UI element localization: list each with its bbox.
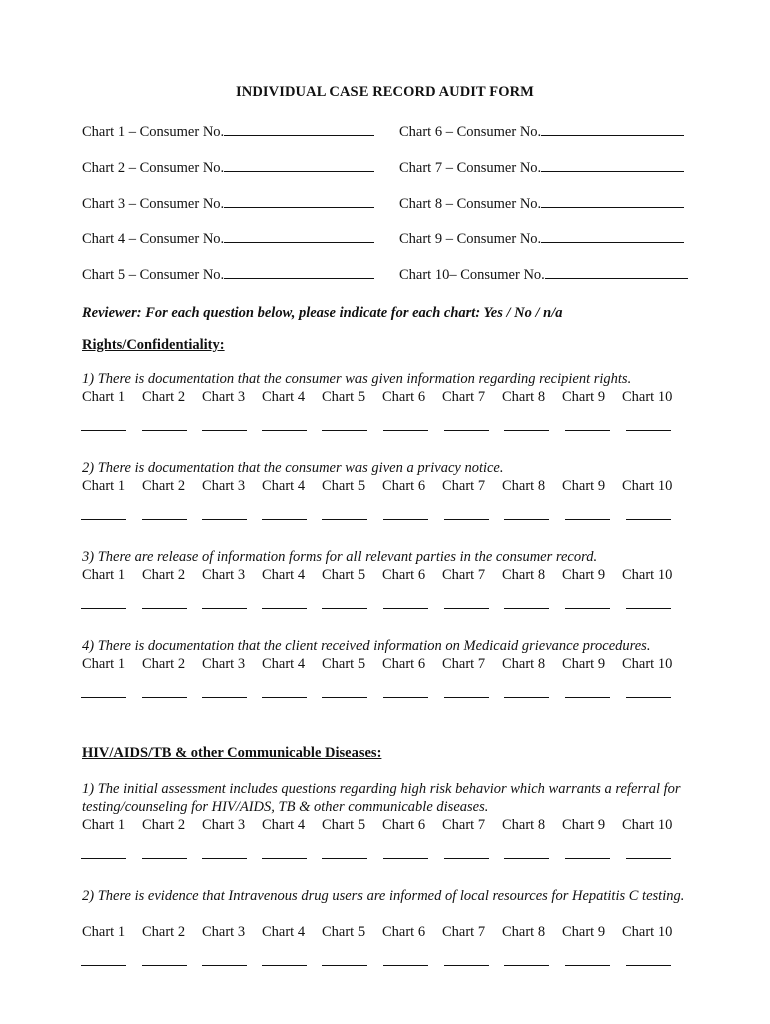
chart-label-2: Chart 2 xyxy=(142,924,186,940)
chart-label-8: Chart 8 xyxy=(502,567,546,583)
consumer-line-chart-2 xyxy=(82,157,374,177)
answer-blank-chart-8[interactable] xyxy=(504,858,549,859)
chart-label-4: Chart 4 xyxy=(262,817,306,833)
question-rights-1: 1) There is documentation that the consumer was given information regarding recipient rights. xyxy=(82,371,632,387)
chart-label-7: Chart 7 xyxy=(442,817,486,833)
answer-blank-chart-8[interactable] xyxy=(504,965,549,966)
chart-label-7: Chart 7 xyxy=(442,389,486,405)
answer-blank-chart-7[interactable] xyxy=(444,519,489,520)
question-rights-4: 4) There is documentation that the client received information on Medicaid grievance procedures. xyxy=(82,638,651,654)
answer-blank-row xyxy=(0,430,770,432)
consumer-number-blank[interactable] xyxy=(541,121,684,136)
answer-blank-chart-1[interactable] xyxy=(81,608,126,609)
consumer-number-blank[interactable] xyxy=(545,264,688,279)
answer-blank-chart-5[interactable] xyxy=(322,858,367,859)
chart-label-3: Chart 3 xyxy=(202,924,246,940)
answer-blank-chart-3[interactable] xyxy=(202,519,247,520)
chart-label-5: Chart 5 xyxy=(322,656,366,672)
consumer-number-blank[interactable] xyxy=(541,193,684,208)
consumer-number-blank[interactable] xyxy=(541,228,684,243)
chart-label-8: Chart 8 xyxy=(502,924,546,940)
chart-label-10: Chart 10 xyxy=(622,478,673,494)
answer-blank-chart-8[interactable] xyxy=(504,697,549,698)
consumer-line-chart-4 xyxy=(82,228,374,248)
answer-blank-chart-7[interactable] xyxy=(444,608,489,609)
chart-label-9: Chart 9 xyxy=(562,817,606,833)
answer-blank-chart-3[interactable] xyxy=(202,697,247,698)
chart-label-6: Chart 6 xyxy=(382,389,426,405)
consumer-number-blank[interactable] xyxy=(224,121,374,136)
chart-label-1: Chart 1 xyxy=(82,567,126,583)
chart-label-7: Chart 7 xyxy=(442,656,486,672)
chart-label-5: Chart 5 xyxy=(322,817,366,833)
consumer-line-chart-6 xyxy=(399,121,684,141)
answer-blank-chart-9[interactable] xyxy=(565,697,610,698)
answer-blank-chart-10[interactable] xyxy=(626,430,671,431)
consumer-line-chart-10 xyxy=(399,264,688,284)
answer-blank-chart-10[interactable] xyxy=(626,519,671,520)
chart-label-1: Chart 1 xyxy=(82,478,126,494)
answer-blank-chart-2[interactable] xyxy=(142,519,187,520)
chart-label-10: Chart 10 xyxy=(622,817,673,833)
answer-blank-chart-2[interactable] xyxy=(142,430,187,431)
chart-label-2: Chart 2 xyxy=(142,656,186,672)
answer-blank-chart-9[interactable] xyxy=(565,858,610,859)
chart-label-10: Chart 10 xyxy=(622,924,673,940)
chart-label-10: Chart 10 xyxy=(622,567,673,583)
answer-blank-chart-2[interactable] xyxy=(142,697,187,698)
answer-blank-chart-5[interactable] xyxy=(322,519,367,520)
chart-label-9: Chart 9 xyxy=(562,389,606,405)
chart-label-row xyxy=(0,567,770,585)
answer-blank-row xyxy=(0,965,770,967)
answer-blank-chart-5[interactable] xyxy=(322,697,367,698)
consumer-label: Chart 1 – Consumer No. xyxy=(82,124,225,140)
answer-blank-chart-3[interactable] xyxy=(202,430,247,431)
answer-blank-chart-4[interactable] xyxy=(262,430,307,431)
answer-blank-chart-9[interactable] xyxy=(565,430,610,431)
answer-blank-chart-5[interactable] xyxy=(322,965,367,966)
chart-label-4: Chart 4 xyxy=(262,656,306,672)
answer-blank-chart-2[interactable] xyxy=(142,858,187,859)
chart-label-5: Chart 5 xyxy=(322,567,366,583)
consumer-number-blank[interactable] xyxy=(224,193,374,208)
answer-blank-chart-1[interactable] xyxy=(81,430,126,431)
chart-label-4: Chart 4 xyxy=(262,924,306,940)
consumer-number-blank[interactable] xyxy=(224,264,374,279)
answer-blank-chart-6[interactable] xyxy=(383,608,428,609)
answer-blank-chart-5[interactable] xyxy=(322,608,367,609)
chart-label-8: Chart 8 xyxy=(502,389,546,405)
answer-blank-chart-2[interactable] xyxy=(142,608,187,609)
answer-blank-chart-4[interactable] xyxy=(262,608,307,609)
answer-blank-chart-6[interactable] xyxy=(383,519,428,520)
consumer-label: Chart 8 – Consumer No. xyxy=(399,196,542,212)
answer-blank-row xyxy=(0,858,770,860)
section-heading-rights: Rights/Confidentiality: xyxy=(82,337,225,353)
consumer-label: Chart 2 – Consumer No. xyxy=(82,160,225,176)
answer-blank-chart-1[interactable] xyxy=(81,858,126,859)
chart-label-10: Chart 10 xyxy=(622,389,673,405)
chart-label-2: Chart 2 xyxy=(142,817,186,833)
chart-label-9: Chart 9 xyxy=(562,924,606,940)
chart-label-6: Chart 6 xyxy=(382,478,426,494)
chart-label-7: Chart 7 xyxy=(442,478,486,494)
consumer-line-chart-9 xyxy=(399,228,684,248)
consumer-label: Chart 6 – Consumer No. xyxy=(399,124,542,140)
chart-label-5: Chart 5 xyxy=(322,389,366,405)
consumer-label: Chart 10– Consumer No. xyxy=(399,267,545,283)
chart-label-2: Chart 2 xyxy=(142,567,186,583)
chart-label-row xyxy=(0,478,770,496)
answer-blank-row xyxy=(0,608,770,610)
chart-label-7: Chart 7 xyxy=(442,924,486,940)
chart-label-6: Chart 6 xyxy=(382,924,426,940)
answer-blank-chart-4[interactable] xyxy=(262,858,307,859)
answer-blank-chart-8[interactable] xyxy=(504,608,549,609)
answer-blank-chart-6[interactable] xyxy=(383,965,428,966)
chart-label-1: Chart 1 xyxy=(82,389,126,405)
chart-label-4: Chart 4 xyxy=(262,389,306,405)
chart-label-6: Chart 6 xyxy=(382,817,426,833)
answer-blank-chart-4[interactable] xyxy=(262,697,307,698)
consumer-line-chart-7 xyxy=(399,157,684,177)
consumer-line-chart-8 xyxy=(399,193,684,213)
answer-blank-chart-9[interactable] xyxy=(565,965,610,966)
answer-blank-chart-10[interactable] xyxy=(626,608,671,609)
consumer-label: Chart 7 – Consumer No. xyxy=(399,160,542,176)
section-heading-hiv: HIV/AIDS/TB & other Communicable Diseases: xyxy=(82,745,382,761)
chart-label-6: Chart 6 xyxy=(382,656,426,672)
reviewer-instruction: Reviewer: For each question below, please indicate for each chart: Yes / No / n/a xyxy=(82,305,563,321)
answer-blank-chart-7[interactable] xyxy=(444,858,489,859)
chart-label-2: Chart 2 xyxy=(142,478,186,494)
chart-label-1: Chart 1 xyxy=(82,924,126,940)
consumer-number-blank[interactable] xyxy=(224,157,374,172)
answer-blank-chart-10[interactable] xyxy=(626,697,671,698)
chart-label-3: Chart 3 xyxy=(202,567,246,583)
answer-blank-chart-10[interactable] xyxy=(626,858,671,859)
answer-blank-chart-1[interactable] xyxy=(81,697,126,698)
chart-label-8: Chart 8 xyxy=(502,478,546,494)
chart-label-1: Chart 1 xyxy=(82,656,126,672)
consumer-number-blank[interactable] xyxy=(224,228,374,243)
chart-label-row xyxy=(0,924,770,942)
chart-label-10: Chart 10 xyxy=(622,656,673,672)
chart-label-3: Chart 3 xyxy=(202,817,246,833)
answer-blank-chart-6[interactable] xyxy=(383,697,428,698)
chart-label-9: Chart 9 xyxy=(562,567,606,583)
chart-label-3: Chart 3 xyxy=(202,656,246,672)
chart-label-9: Chart 9 xyxy=(562,478,606,494)
consumer-line-chart-1 xyxy=(82,121,374,141)
question-rights-3: 3) There are release of information forms for all relevant parties in the consumer record. xyxy=(82,549,598,565)
chart-label-5: Chart 5 xyxy=(322,924,366,940)
answer-blank-chart-4[interactable] xyxy=(262,965,307,966)
chart-label-row xyxy=(0,389,770,407)
chart-label-row xyxy=(0,817,770,835)
question-rights-2: 2) There is documentation that the consumer was given a privacy notice. xyxy=(82,460,504,476)
question-hiv-2: 2) There is evidence that Intravenous drug users are informed of local resources for Hepatitis C testing. xyxy=(82,888,685,904)
answer-blank-chart-5[interactable] xyxy=(322,430,367,431)
chart-label-4: Chart 4 xyxy=(262,567,306,583)
answer-blank-chart-7[interactable] xyxy=(444,697,489,698)
answer-blank-chart-6[interactable] xyxy=(383,430,428,431)
chart-label-8: Chart 8 xyxy=(502,817,546,833)
consumer-label: Chart 4 – Consumer No. xyxy=(82,231,225,247)
chart-label-row xyxy=(0,656,770,674)
chart-label-5: Chart 5 xyxy=(322,478,366,494)
answer-blank-chart-9[interactable] xyxy=(565,519,610,520)
chart-label-3: Chart 3 xyxy=(202,478,246,494)
chart-label-7: Chart 7 xyxy=(442,567,486,583)
consumer-line-chart-5 xyxy=(82,264,374,284)
answer-blank-chart-4[interactable] xyxy=(262,519,307,520)
chart-label-1: Chart 1 xyxy=(82,817,126,833)
chart-label-6: Chart 6 xyxy=(382,567,426,583)
consumer-label: Chart 5 – Consumer No. xyxy=(82,267,225,283)
answer-blank-chart-2[interactable] xyxy=(142,965,187,966)
answer-blank-chart-8[interactable] xyxy=(504,430,549,431)
answer-blank-chart-3[interactable] xyxy=(202,965,247,966)
question-hiv-1: 1) The initial assessment includes questions regarding high risk behavior which warrants a referral for testing/counseling for HIV/AIDS, TB & other communicable diseases. xyxy=(82,781,681,815)
answer-blank-chart-10[interactable] xyxy=(626,965,671,966)
answer-blank-chart-9[interactable] xyxy=(565,608,610,609)
consumer-label: Chart 9 – Consumer No. xyxy=(399,231,542,247)
consumer-line-chart-3 xyxy=(82,193,374,213)
answer-blank-chart-1[interactable] xyxy=(81,519,126,520)
chart-label-8: Chart 8 xyxy=(502,656,546,672)
answer-blank-chart-3[interactable] xyxy=(202,858,247,859)
answer-blank-chart-1[interactable] xyxy=(81,965,126,966)
answer-blank-chart-6[interactable] xyxy=(383,858,428,859)
answer-blank-row xyxy=(0,519,770,521)
chart-label-4: Chart 4 xyxy=(262,478,306,494)
chart-label-9: Chart 9 xyxy=(562,656,606,672)
answer-blank-chart-8[interactable] xyxy=(504,519,549,520)
consumer-number-blank[interactable] xyxy=(541,157,684,172)
chart-label-3: Chart 3 xyxy=(202,389,246,405)
answer-blank-chart-7[interactable] xyxy=(444,430,489,431)
form-title: INDIVIDUAL CASE RECORD AUDIT FORM xyxy=(236,84,534,100)
consumer-label: Chart 3 – Consumer No. xyxy=(82,196,225,212)
chart-label-2: Chart 2 xyxy=(142,389,186,405)
answer-blank-row xyxy=(0,697,770,699)
answer-blank-chart-7[interactable] xyxy=(444,965,489,966)
answer-blank-chart-3[interactable] xyxy=(202,608,247,609)
